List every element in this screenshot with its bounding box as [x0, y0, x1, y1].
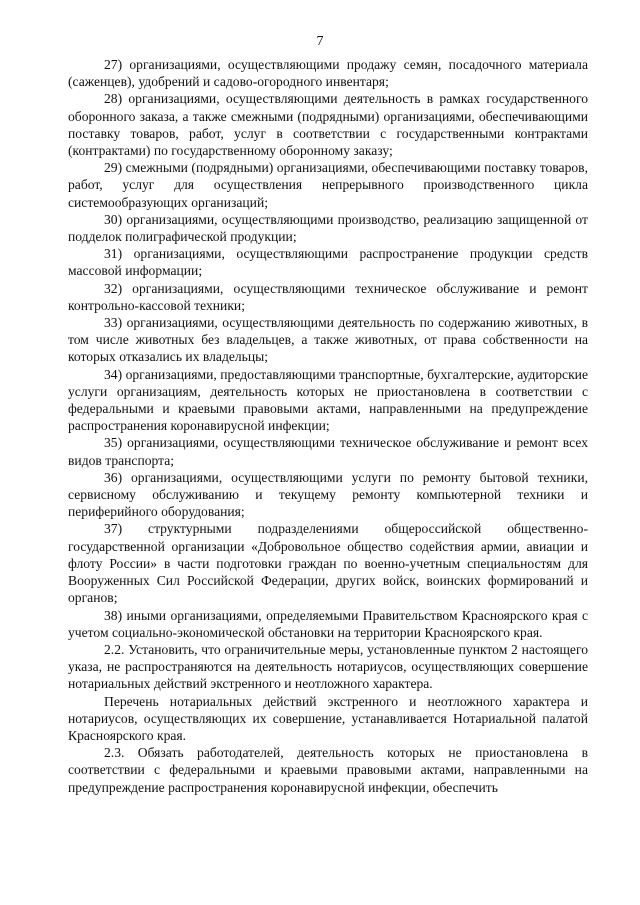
paragraph-item-38: 38) иными организациями, определяемыми Правительством Красноярского края с учетом социально-экономической обстановки на территории Красноярского края. [68, 607, 588, 640]
paragraph-notary-list: Перечень нотариальных действий экстренного и неотложного характера и нотариусов, осуществляющих их совершение, устанавливается Нотариальной палатой Красноярского края. [68, 693, 588, 743]
paragraph-item-32: 32) организациями, осуществляющими техническое обслуживание и ремонт контрольно-кассовой техники; [68, 280, 588, 313]
paragraph-item-36: 36) организациями, осуществляющими услуги по ремонту бытовой техники, сервисному обслуживанию и текущему ремонту компьютерной техники и периферийного оборудования; [68, 469, 588, 520]
paragraph-section-2-2: 2.2. Установить, что ограничительные меры, установленные пунктом 2 настоящего указа, не распространяются на деятельность нотариусов, осуществляющих совершение нотариальных действий экстренного и неотложного характера. [68, 641, 588, 692]
paragraph-item-28: 28) организациями, осуществляющими деятельность в рамках государственного оборонного заказа, а также смежными (подрядными) организациями, обеспечивающими поставку товаров, работ, услуг в соответствии с государственными контрактами (контрактами) по государственному оборонному заказу; [68, 91, 588, 159]
paragraph-item-33: 33) организациями, осуществляющими деятельность по содержанию животных, в том числе животных без владельцев, а также животных, от права собственности на которых отказались их владельцы; [68, 315, 588, 365]
paragraph-item-30: 30) организациями, осуществляющими производство, реализацию защищенной от подделок полиграфической продукции; [68, 211, 588, 245]
paragraph-item-27: 27) организациями, осуществляющими продажу семян, посадочного материала (саженцев), удобрений и садово-огородного инвентаря; [68, 57, 588, 90]
paragraph-item-31: 31) организациями, осуществляющими распространение продукции средств массовой информации; [68, 246, 588, 279]
document-body [68, 56, 588, 796]
paragraph-item-35: 35) организациями, осуществляющими техническое обслуживание и ремонт всех видов транспорта; [68, 435, 588, 468]
paragraph-item-34: 34) организациями, предоставляющими транспортные, бухгалтерские, аудиторские услуги организациям, деятельность которых не приостановлена в соответствии с федеральными и краевыми правовыми актами, направленными на предупреждение распространения коронавирусной инфекции; [68, 366, 588, 434]
page-number: 7 [316, 34, 324, 49]
paragraph-item-37: 37) структурными подразделениями общероссийской общественно-государственной организации «Добровольное общество содействия армии, авиации и флоту России» в части подготовки граждан по военно-учетным специальностям для Вооруженных Сил Российской Федерации, других войск, воинских формирований и органов; [68, 521, 588, 606]
paragraph-item-29: 29) смежными (подрядными) организациями, обеспечивающими поставку товаров, работ, услуг для осуществления непрерывного производственного цикла системообразующих организаций; [68, 160, 588, 210]
paragraph-section-2-3: 2.3. Обязать работодателей, деятельность которых не приостановлена в соответствии с федеральными и краевыми правовыми актами, направленными на предупреждение распространения коронавирусной инфекции, обеспечить [68, 745, 588, 795]
